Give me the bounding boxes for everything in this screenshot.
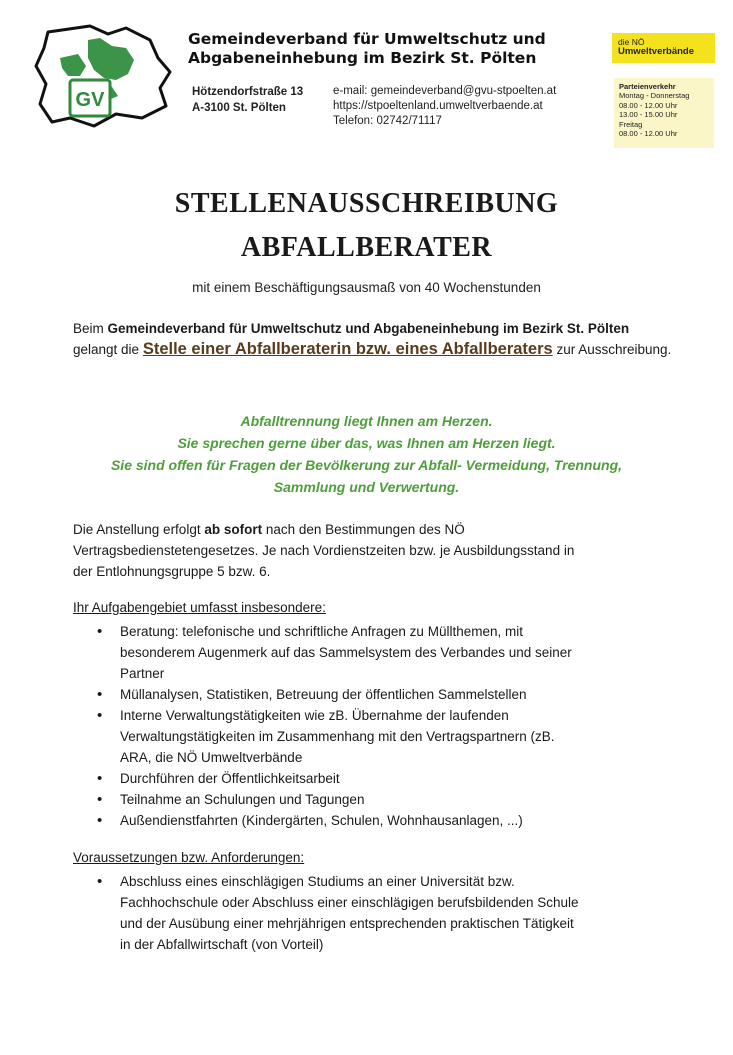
contact-website: https://stpoeltenland.umweltverbaende.at — [333, 100, 543, 112]
tasks-heading: Ihr Aufgabengebiet umfasst insbesondere: — [73, 600, 326, 615]
highlight-line4: Sammlung und Verwertung. — [273, 479, 460, 495]
gvu-district-map-logo — [30, 18, 180, 133]
task-item-text: besonderem Augenmerk auf das Sammelsystem des Verbandes und seiner — [120, 645, 572, 660]
requirement-item-text: • Abschluss eines einschlägigen Studiums an einer Universität bzw. — [120, 874, 515, 889]
requirement-item — [73, 871, 653, 955]
task-item-text: • Außendienstfahrten (Kindergärten, Schulen, Wohnhausanlagen, ...) — [120, 813, 523, 828]
employment-start: ab sofort — [204, 522, 263, 537]
requirement-item-text: und der Ausübung einer mehrjährigen entsprechenden praktischen Tätigkeit — [120, 916, 574, 931]
badge-line1: die NÖ — [618, 37, 645, 47]
task-item-text: • Interne Verwaltungstätigkeiten wie zB. Übernahme der laufenden — [120, 708, 509, 723]
task-item — [73, 768, 653, 789]
intro-paragraph — [73, 318, 673, 360]
task-item-text: ARA, die NÖ Umweltverbände — [120, 750, 303, 765]
address-city: A-3100 St. Pölten — [192, 102, 286, 114]
requirement-item-text: Fachhochschule oder Abschluss einer einschlägigen berufsbildenden Schule — [120, 895, 579, 910]
hours-line3: 13.00 - 15.00 Uhr — [619, 110, 678, 120]
hours-title: Parteienverkehr — [619, 82, 676, 91]
task-item-text: Verwaltungstätigkeiten im Zusammenhang mit den Vertragspartnern (zB. — [120, 729, 555, 744]
task-item-text: • Müllanalysen, Statistiken, Betreuung der öffentlichen Sammelstellen — [120, 687, 527, 702]
logo-text: GV — [75, 89, 105, 111]
document-title: STELLENAUSSCHREIBUNG — [174, 188, 559, 219]
employment-line1 — [73, 519, 673, 540]
org-title-line2: Abgabeneinhebung im Bezirk St. Pölten — [188, 49, 537, 67]
task-item-text: • Durchführen der Öffentlichkeitsarbeit — [120, 771, 340, 786]
highlight-line1: Abfalltrennung liegt Ihnen am Herzen. — [240, 413, 493, 429]
intro-suffix: zur Ausschreibung. — [552, 342, 672, 357]
hours-line1: Montag - Donnerstag — [619, 91, 690, 101]
employment-line2: Vertragsbedienstetengesetzes. Je nach Vordienstzeiten bzw. je Ausbildungsstand in — [73, 543, 575, 558]
hours-line4: Freitag — [619, 119, 643, 129]
task-item — [73, 684, 653, 705]
employment-suffix: nach den Bestimmungen des NÖ — [262, 522, 465, 537]
org-title-line1: Gemeindeverband für Umweltschutz und — [188, 30, 546, 48]
requirements-list — [73, 871, 653, 955]
highlight-block — [0, 410, 733, 498]
intro-prefix: Beim — [73, 321, 108, 336]
contact-phone: Telefon: 02742/71117 — [333, 115, 442, 127]
address-street: Hötzendorfstraße 13 — [192, 86, 304, 98]
employment-paragraph — [73, 519, 673, 582]
umweltverbaende-badge — [612, 33, 715, 63]
badge-line2: Umweltverbände — [618, 46, 695, 57]
job-title-heading: ABFALLBERATER — [240, 232, 493, 263]
requirement-item-text: in der Abfallwirtschaft (von Vorteil) — [120, 937, 324, 952]
task-item-text: Partner — [120, 666, 165, 681]
organization-title — [188, 30, 608, 68]
task-item — [73, 705, 653, 768]
intro-mid: gelangt die — [73, 342, 143, 357]
requirements-heading: Voraussetzungen bzw. Anforderungen: — [73, 850, 305, 865]
task-item-text: • Beratung: telefonische und schriftliche Anfragen zu Müllthemen, mit — [120, 624, 523, 639]
intro-organization: Gemeindeverband für Umweltschutz und Abgabeneinhebung im Bezirk St. Pölten — [107, 321, 630, 336]
employment-line3: der Entlohnungsgruppe 5 bzw. 6. — [73, 564, 271, 579]
employment-prefix: Die Anstellung erfolgt — [73, 522, 205, 537]
intro-position: Stelle einer Abfallberaterin bzw. eines Abfallberaters — [142, 340, 553, 358]
contact-email: e-mail: gemeindeverband@gvu-stpoelten.at — [333, 85, 557, 97]
task-item-text: • Teilnahme an Schulungen und Tagungen — [120, 792, 365, 807]
task-item — [73, 789, 653, 810]
task-item — [73, 621, 653, 684]
contact-details — [333, 84, 556, 129]
tasks-list — [73, 621, 653, 831]
task-item — [73, 810, 653, 831]
postal-address — [192, 84, 303, 116]
working-hours-subtitle: mit einem Beschäftigungsausmaß von 40 Wochenstunden — [192, 280, 541, 295]
hours-line5: 08.00 - 12.00 Uhr — [619, 129, 678, 139]
hours-line2: 08.00 - 12.00 Uhr — [619, 100, 678, 110]
office-hours-box — [614, 78, 714, 148]
highlight-line2: Sie sprechen gerne über das, was Ihnen am Herzen liegt. — [177, 435, 556, 451]
highlight-line3: Sie sind offen für Fragen der Bevölkerung zur Abfall- Vermeidung, Trennung, — [110, 457, 623, 473]
